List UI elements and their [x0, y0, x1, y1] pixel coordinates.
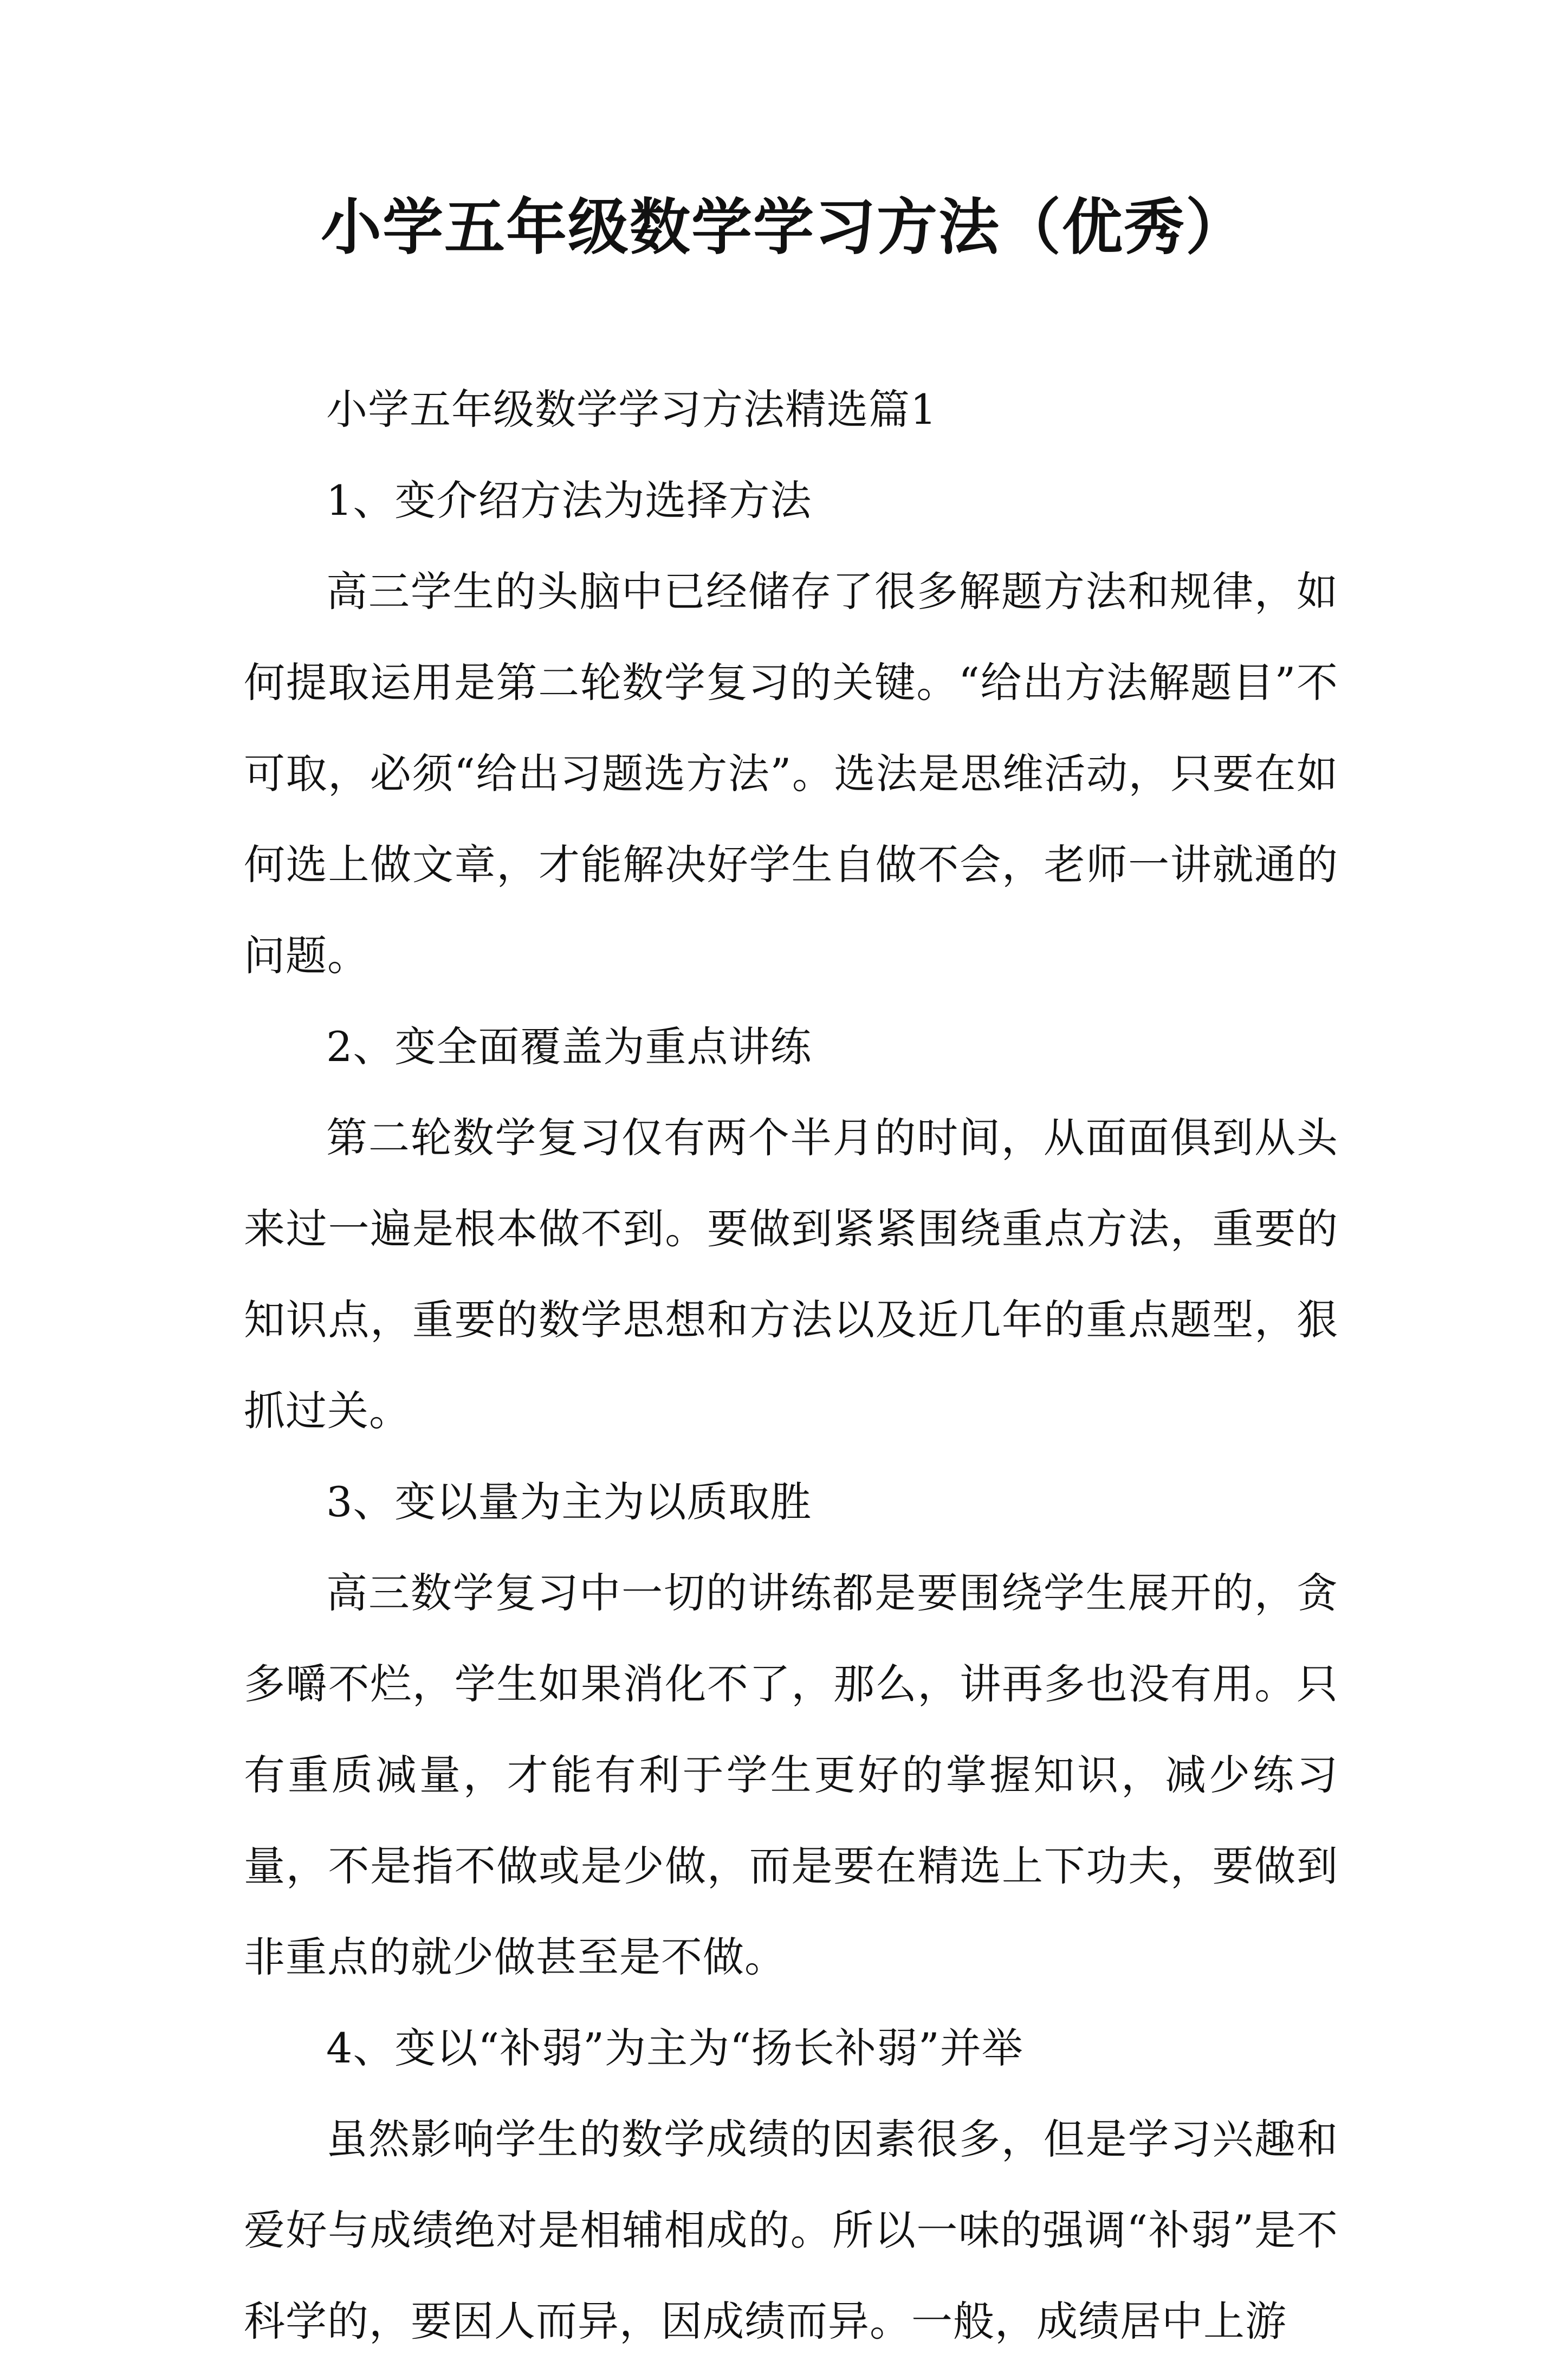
point-heading-3: 3、变以量为主为以质取胜: [326, 1478, 812, 1526]
document-body: [244, 364, 1338, 2367]
point-body-2: 第二轮数学复习仅有两个半月的时间，从面面俱到从头来过一遍是根本做不到。要做到紧紧围绕重点方法，重要的知识点，重要的数学思想和方法以及近几年的重点题型，狠抓过关。: [244, 1114, 1338, 1435]
document-title: 小学五年级数学学习方法（优秀）: [321, 192, 1247, 263]
section-heading: 小学五年级数学学习方法精选篇1: [326, 385, 937, 434]
point-heading-2: 2、变全面覆盖为重点讲练: [326, 1023, 812, 1071]
point-body-4: 虽然影响学生的数学成绩的因素很多，但是学习兴趣和爱好与成绩绝对是相辅相成的。所以一味的强调“补弱”是不科学的，要因人而异，因成绩而异。一般，成绩居中上游: [244, 2115, 1338, 2345]
point-heading-1: 1、变介绍方法为选择方法: [326, 476, 812, 525]
point-body-3: 高三数学复习中一切的讲练都是要围绕学生展开的，贪多嚼不烂，学生如果消化不了，那么，讲再多也没有用。只有重质减量，才能有利于学生更好的掌握知识，减少练习量，不是指不做或是少做，而是要在精选上下功夫，要做到非重点的就少做甚至是不做。: [244, 1569, 1338, 1981]
point-heading-4: 4、变以“补弱”为主为“扬长补弱”并举: [326, 2024, 1023, 2072]
point-body-1: 高三学生的头脑中已经储存了很多解题方法和规律，如何提取运用是第二轮数学复习的关键。“给出方法解题目”不可取，必须“给出习题选方法”。选法是思维活动，只要在如何选上做文章，才能解决好学生自做不会，老师一讲就通的问题。: [244, 567, 1338, 980]
